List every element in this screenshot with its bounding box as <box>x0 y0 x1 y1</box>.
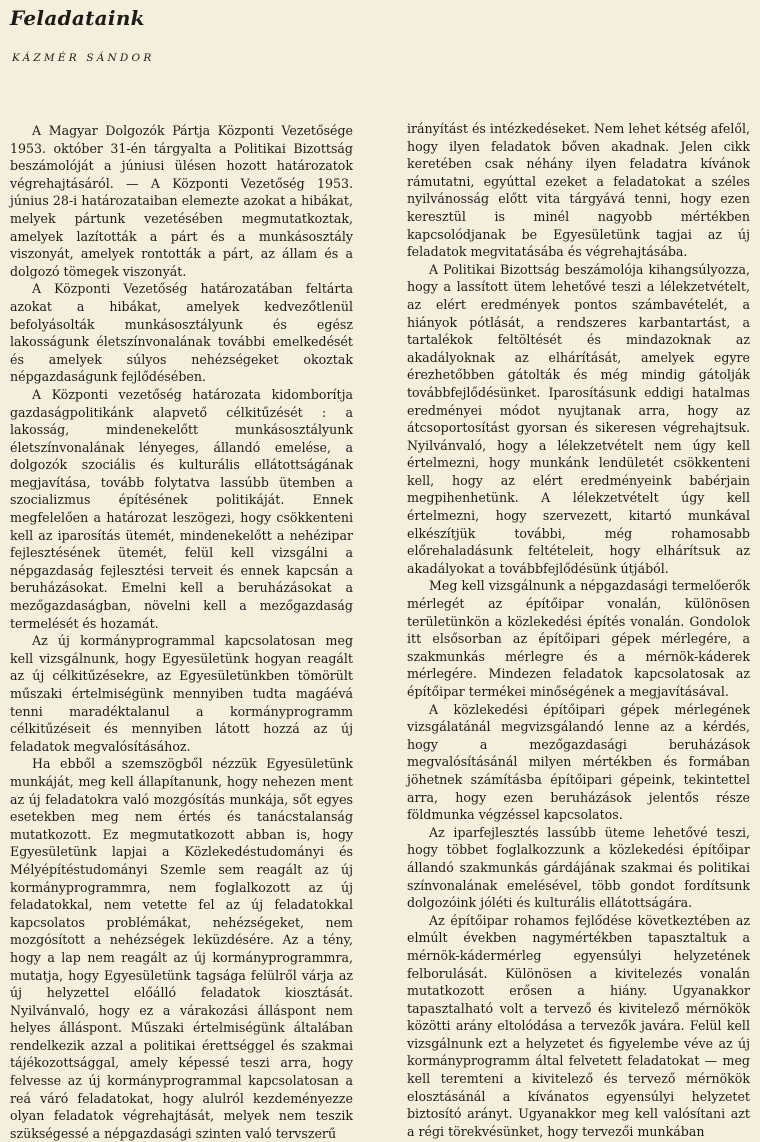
article-title: Feladataink <box>10 6 145 30</box>
paragraph: Meg kell vizsgálnunk a népgazdasági termelőerők mérlegét az építőipar vonalán, különösen területünkön a közlekedési építés vonalán. Gondolok itt elsősorban az építőipari gépek mérlegére, a szakmunkás mérlegre és a mérnök-káderek mérlegére. Mindezen feladatok kapcsolatosak az építőipar termékei minőségének a megjavításával. <box>407 578 750 699</box>
paragraph: A Politikai Bizottság beszámolója kihangsúlyozza, hogy a lassított ütem lehetővé teszi a lélekzetvételt, az elért eredmények pontos számbavételét, a hiányok pótlását, a rendszeres karbantartást, a tartalékok feltöltését és mindazoknak az akadályoknak az elhárítását, amelyek egyre érezhetőbben gátolták és még mindig gátolják továbbfejlődésünket. Iparosításunk eddigi hatalmas eredményei módot nyujtanak arra, hogy az átcsoportosítást gyorsan és sikeresen végrehajtsuk. Nyilvánvaló, hogy a lélekzetvételt nem úgy kell értelmezni, hogy munkánk lendületét csökkenteni kell, hogy az elért eredményeink babérjain megpihenhetünk. A lélekzetvételt úgy kell értelmezni, hogy szervezett, kitartó munkával elkészítjük további, még rohamosabb előrehaladásunk feltételeit, hogy elhárítsuk az akadályokat a továbbfejlődésünk útjából. <box>407 261 750 576</box>
right-column <box>407 120 750 1140</box>
paragraph: Az építőipar rohamos fejlődése következtében az elmúlt években nagymértékben tapasztaltuk a mérnök-kádermérleg egyensúlyi helyzetének felborulását. Különösen a kivitelezés vonalán mutatkozott erősen a hiány. Ugyanakkor tapasztalható volt a tervező és kivitelező mérnökök közötti arány eltolódása a tervezők javára. Felül kell vizsgálnunk ezt a helyzetet és figyelembe véve az új kormányprogramm által felvetett feladatokat — meg kell teremteni a kivitelező és tervező mérnökök elosztásánál a kívánatos egyensúlyi helyzetet biztosító arányt. Ugyanakkor meg kell valósítani azt a régi törekvésünket, hogy tervezői munkában <box>407 912 750 1139</box>
paragraph: Az iparfejlesztés lassúbb üteme lehetővé teszi, hogy többet foglalkozzunk a közlekedési építőipar állandó szakmunkás gárdájának szakmai és politikai színvonalának emelésével, több gondot fordítsunk dolgozóink jóléti és kulturális ellátottságára. <box>407 824 750 911</box>
paragraph: Az új kormányprogrammal kapcsolatosan meg kell vizsgálnunk, hogy Egyesületünk hogyan reagált az új célkitűzésekre, az Egyesületünkben tömörült műszaki értelmiségünk mennyiben tudta magáévá tenni maradéktalanul a kormányprogramm célkitűzéseit és mennyiben látott hozzá az új feladatok megvalósításához. <box>10 633 353 754</box>
left-column <box>10 122 353 1142</box>
paragraph: A Magyar Dolgozók Pártja Központi Vezetősége 1953. október 31-én tárgyalta a Politikai Bizottság beszámolóját a júniusi ülésen hozott határozatok végrehajtásáról. — A Központi Vezetőség 1953. június 28-i határozataiban elemezte azokat a hibákat, melyek pártunk vezetésében megmutatkoztak, amelyek lazították a párt és a munkásosztály viszonyát, amelyek rontották a párt, az állam és a dolgozó tömegek viszonyát. <box>10 123 353 279</box>
paragraph: Ha ebből a szemszögből nézzük Egyesületünk munkáját, meg kell állapítanunk, hogy nehezen ment az új feladatokra való mozgósítás munkája, sőt egyes esetekben meg nem értés és tanácstalanság mutatkozott. Ez megmutatkozott abban is, hogy Egyesületünk lapjai a Közlekedéstudományi és Mélyépítéstudományi Szemle sem reagált az új kormányprogrammra, nem foglalkozott az új feladatokkal, nem vetette fel az új feladatokkal kapcsolatos problémákat, nehézségeket, nem mozgósított a nehézségek leküzdésére. Az a tény, hogy a lap nem reagált az új kormányprogrammra, mutatja, hogy Egyesületünk tagsága felülről várja az új helyzettel előálló feladatok kiosztását. Nyilvánvaló, hogy ez a várakozási álláspont nem helyes álláspont. Műszaki értelmiségünk általában rendelkezik azzal a politikai érettséggel és szakmai tájékozottsággal, amely képessé teszi arra, hogy felvesse az új kormányprogrammal kapcsolatosan a reá váró feladatokat, hogy alulról kezdeményezze olyan feladatok végrehajtását, melyek nem teszik szükségessé a népgazdasági szinten való tervszerű <box>10 756 353 1141</box>
paragraph: A Központi vezetőség határozata kidomborítja gazdaságpolitikánk alapvető célkitűzését : a lakosság, mindenekelőtt munkásosztályunk életszínvonalának lényeges, állandó emelése, a dolgozók szociális és kulturális ellátottságának megjavítása, tovább folytatva lassúbb ütemben a szocializmus építésének politikáját. Ennek megfelelően a határozat leszögezi, hogy csökkenteni kell az iparosítás ütemét, mindenekelőtt a nehézipar fejlesztésének ütemét, felül kell vizsgálni a népgazdaság fejlesztési terveit és ennek kapcsán a beruházásokat. Emelni kell a beruházásokat a mezőgazdaságban, növelni kell a mezőgazdaság termelését és hozamát. <box>10 386 353 631</box>
article-author: KÁZMÉR SÁNDOR <box>12 52 155 64</box>
paragraph-continued: irányítást és intézkedéseket. Nem lehet kétség afelől, hogy ilyen feladatok bőven akadnak. Jelen cikk keretében csak néhány ilyen feladatra kívánok rámutatni, egyúttal ezeket a feladatokat a széles nyilvánosság előtt vita tárgyává tenni, hogy ezen keresztül is minél nagyobb mértékben kapcsolódjanak be Egyesületünk tagjai az új feladatok megvitatásába és végrehajtásába. <box>407 121 750 260</box>
paragraph: A Központi Vezetőség határozatában feltárta azokat a hibákat, amelyek kedvezőtlenül befolyásolták munkásosztályunk és egész lakosságunk életszínvonalának további emelkedését és amelyek súlyos nehézségeket okoztak népgazdaságunk fejlődésében. <box>10 281 353 385</box>
paragraph: A közlekedési építőipari gépek mérlegének vizsgálatánál megvizsgálandó lenne az a kérdés, hogy a mezőgazdasági beruházások megvalósításánál milyen mértékben és formában jöhetnek számításba építőipari gépeink, tekintettel arra, hogy ezen beruházások jelentős része földmunka végzéssel kapcsolatos. <box>407 701 750 823</box>
